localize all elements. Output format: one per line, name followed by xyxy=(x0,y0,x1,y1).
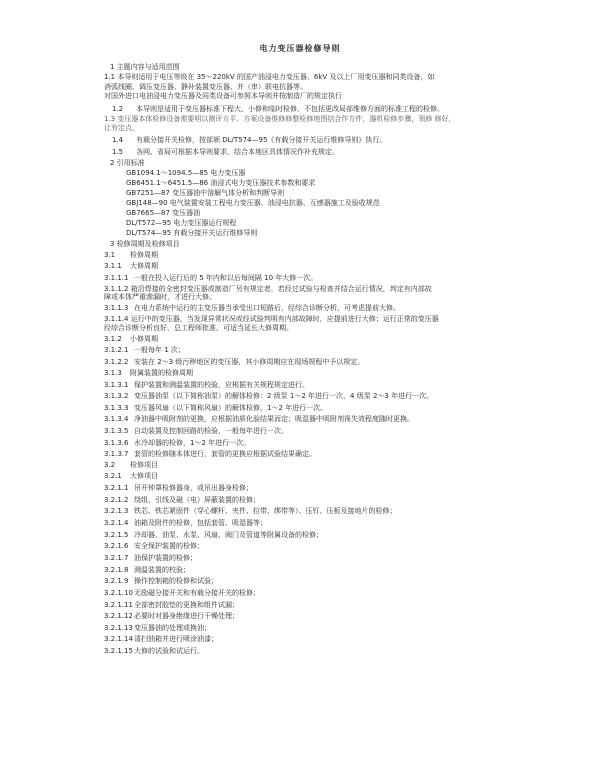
clause-3-1-2 xyxy=(104,335,508,343)
item-text: 套管的检修随本体进行，套管的更换应根据试验结果确定。 xyxy=(134,450,316,459)
item-number: 3.1.3.6 xyxy=(104,438,129,447)
item-3-1-1-2 xyxy=(104,285,508,301)
item-3-1-3-5 xyxy=(104,427,508,435)
item-text: 水冷却器的检修，1～2 年进行一次。 xyxy=(134,438,251,447)
item-number: 3.2.1.6 xyxy=(104,542,129,551)
item-text: 自动装置及控制回路的检验，一般每年进行一次。 xyxy=(134,427,288,436)
clause-text: 附属装置的检修周期 xyxy=(130,368,193,377)
item-text: 一般每年 1 次； xyxy=(134,346,185,355)
section-heading-3: 3 检修周期及检修项目 xyxy=(110,239,180,248)
document-body xyxy=(0,63,600,655)
section-heading-2: 2 引用标准 xyxy=(110,158,145,167)
item-number: 3.1.1.1 xyxy=(104,273,129,282)
clause-number: 1.4 xyxy=(112,136,124,145)
clause-number: 3.1.2 xyxy=(104,334,122,343)
reference-standard: DL/T574—95 有载分接开关运行维修导则 xyxy=(126,228,258,237)
item-text: 保护装置和测温装置的校验，应根据有关规程规定进行。 xyxy=(134,380,309,389)
overhaul-item xyxy=(104,612,508,620)
paragraph-line: 1.1 本导则适用于电压等级在 35～220kV 的国产油浸电力变压器、6kV 及以上厂用变压器和同类设备，如 xyxy=(104,73,435,82)
item-3-1-2-2 xyxy=(104,358,508,366)
overhaul-item xyxy=(104,484,508,492)
clause-1-2 xyxy=(104,105,508,113)
paragraph-1-3 xyxy=(104,115,508,134)
overhaul-item xyxy=(104,542,508,550)
item-text: 净油器中吸附剂的更换，应根据油质化验结果而定；吸湿器中吸附剂视失效程度随时更换。 xyxy=(134,415,414,424)
item-text: 油箱及附件的检修，包括套管、吸湿器等； xyxy=(134,519,267,528)
clause-text: 各网、省局可根据本导则要求，结合本地区具体情况作补充规定。 xyxy=(136,147,339,156)
overhaul-item xyxy=(104,635,508,643)
item-number: 3.2.1.13 xyxy=(104,623,133,632)
clause-3-1 xyxy=(104,251,508,259)
item-number: 3.1.3.7 xyxy=(104,450,129,459)
clause-number: 1.2 xyxy=(112,104,124,113)
overhaul-item xyxy=(104,554,508,562)
item-3-1-2-1 xyxy=(104,346,508,354)
item-number: 3.1.3.1 xyxy=(104,380,129,389)
paragraph-line: 让有定点。 xyxy=(104,124,139,133)
reference-standard: GB7665—87 变压器油 xyxy=(126,208,201,217)
clause-1-4 xyxy=(104,136,508,144)
item-number: 3.1.3.4 xyxy=(104,415,129,424)
item-number: 3.2.1.12 xyxy=(104,612,133,621)
overhaul-item xyxy=(104,519,508,527)
item-3-1-3-2 xyxy=(104,392,508,400)
item-text: 全部密封胶垫的更换和组件试漏； xyxy=(134,600,239,609)
paragraph-line: 障或本体严重渗漏时，才进行大修。 xyxy=(104,292,216,301)
paragraph-line: 3.1.1.2 箱沿焊接的全密封变压器或制造厂另有规定者，若经过试验与检查并结合运行情况，判定有内部故 xyxy=(104,284,432,293)
item-3-1-3-1 xyxy=(104,381,508,389)
item-number: 3.2.1.3 xyxy=(104,507,129,516)
item-number: 3.2.1.15 xyxy=(104,647,133,656)
item-number: 3.2.1.8 xyxy=(104,565,129,574)
item-number: 3.1.1.3 xyxy=(104,304,129,313)
clause-3-1-1 xyxy=(104,262,508,270)
clause-text: 有载分接开关检修，按部颁 DL/T574—95《有载分接开关运行维修导则》执行。 xyxy=(136,136,387,145)
paragraph-1-1 xyxy=(104,73,508,101)
item-text: 绕组、引线及磁（电）屏蔽装置的检修； xyxy=(134,495,260,504)
item-number: 3.2.1.10 xyxy=(104,588,133,597)
item-number: 3.1.2.1 xyxy=(104,346,129,355)
item-text: 清扫油箱并进行喷涂油漆； xyxy=(134,635,218,644)
item-text: 变压器风扇（以下简称风扇）的解体检修，1～2 年进行一次。 xyxy=(134,403,328,412)
item-text: 操作控制箱的检修和试验； xyxy=(134,577,218,586)
paragraph-line: 1.3 变压器本体检修设备需要明以测评方平、方案设备维修修整检修地图结合作方件，器机检修步骤，领修 修好， xyxy=(104,114,456,123)
item-3-1-3-4 xyxy=(104,415,508,423)
item-text: 安全保护装置的检修； xyxy=(134,542,204,551)
reference-standard: GB6451.1～6451.5—86 油浸式电力变压器技术参数和要求 xyxy=(126,178,316,187)
overhaul-item xyxy=(104,507,508,515)
clause-number: 3.2.1 xyxy=(104,472,122,481)
item-text: 一般在投入运行后的 5 年内和以后每间隔 10 年大修一次。 xyxy=(134,273,318,282)
overhaul-item xyxy=(104,589,508,597)
item-number: 3.1.3.3 xyxy=(104,403,129,412)
clause-text: 大修项目 xyxy=(130,472,158,481)
item-text: 在电力系统中运行的主变压器当承受出口短路后，经综合诊断分析，可考虑提前大修。 xyxy=(134,304,400,313)
item-text: 吊开钟罩检修器身，或吊出器身检修； xyxy=(134,484,253,493)
item-3-1-1-1 xyxy=(104,274,508,282)
item-number: 3.1.3.5 xyxy=(104,427,129,436)
clause-number: 3.1.1 xyxy=(104,262,122,271)
overhaul-item xyxy=(104,496,508,504)
overhaul-item xyxy=(104,566,508,574)
item-text: 铁芯、铁芯紧固件（穿心螺杆、夹件、拉带、绑带等）、压钉、压板及接地片的检修； xyxy=(134,507,397,516)
item-number: 3.2.1.9 xyxy=(104,577,129,586)
overhaul-item xyxy=(104,624,508,632)
reference-standard: GB7251—87 变压器油中溶解气体分析和判断导则 xyxy=(126,188,285,197)
reference-standard: DL/T572—95 电力变压器运行规程 xyxy=(126,218,237,227)
item-text: 安装在 2～3 级污秽地区的变压器，其小修周期应在现场规程中予以规定。 xyxy=(134,357,365,366)
clause-text: 大修周期 xyxy=(130,262,158,271)
clause-3-2-1 xyxy=(104,472,508,480)
item-3-1-3-3 xyxy=(104,404,508,412)
item-number: 3.2.1.11 xyxy=(104,600,133,609)
item-number: 3.2.1.7 xyxy=(104,553,129,562)
item-number: 3.1.2.2 xyxy=(104,357,129,366)
item-number: 3.2.1.14 xyxy=(104,635,133,644)
clause-text: 检修项目 xyxy=(130,461,158,470)
item-number: 3.2.1.1 xyxy=(104,484,129,493)
item-number: 3.2.1.4 xyxy=(104,519,129,528)
reference-standard: GBJ148—90 电气装置安装工程电力变压器、油浸电抗器、互感器施工及验收规范 xyxy=(126,198,380,207)
item-3-1-3-6 xyxy=(104,439,508,447)
paragraph-line: 经综合诊断分析良好，总工程师批准，可适当延长大修周期。 xyxy=(104,323,293,332)
item-3-1-1-4 xyxy=(104,315,508,331)
clause-text: 本导则是适用于变压器标准下程大、小修和临时检修，不包括更改局部维修方面的标准工程的检修。 xyxy=(136,104,444,113)
item-text: 变压器油泵（以下简称油泵）的解体检修：2 级泵 1～2 年进行一次，4 级泵 2～3 年进行一次。 xyxy=(134,392,434,401)
item-number: 3.2.1.2 xyxy=(104,495,129,504)
document-title: 电力变压器检修导则 xyxy=(259,44,341,53)
item-text: 变压器油的处理或换油； xyxy=(134,623,211,632)
clause-text: 检修周期 xyxy=(130,250,158,259)
item-text: 无励磁分接开关和有载分接开关的检修； xyxy=(134,588,260,597)
clause-text: 小修周期 xyxy=(130,334,158,343)
reference-standard: GB1094.1～1094.5—85 电力变压器 xyxy=(126,168,246,177)
item-3-1-1-3 xyxy=(104,304,508,312)
overhaul-item xyxy=(104,601,508,609)
item-text: 冷却器、油泵、水泵、风扇、阀门及管道等附属设备的检修； xyxy=(134,530,323,539)
overhaul-item xyxy=(104,647,508,655)
overhaul-item xyxy=(104,577,508,585)
clause-number: 3.2 xyxy=(104,461,116,470)
clause-1-5 xyxy=(104,148,508,156)
item-3-1-3-7 xyxy=(104,450,508,458)
item-text: 大修的试验和试运行。 xyxy=(134,647,204,656)
overhaul-item xyxy=(104,531,508,539)
item-text: 测温装置的校验； xyxy=(134,565,190,574)
item-number: 3.2.1.5 xyxy=(104,530,129,539)
item-text: 必要时对器身绝缘进行干燥处理； xyxy=(134,612,239,621)
item-number: 3.1.3.2 xyxy=(104,392,129,401)
paragraph-line: 3.1.1.4 运行中的变压器，当发现异常状况或经试验判明有内部故障时，应提前进行大修；运行正常的变压器 xyxy=(104,315,439,324)
clause-number: 3.1.3 xyxy=(104,368,122,377)
clause-3-2 xyxy=(104,461,508,469)
paragraph-line: 消弧线圈、调压变压器、静补装置变压器、并（串）联电抗器等。 xyxy=(104,82,307,91)
clause-number: 3.1 xyxy=(104,250,116,259)
clause-number: 1.5 xyxy=(112,147,124,156)
paragraph-line: 对国外进口电油浸电力变压器及同类设备可参照本导则并按制造厂的规定执行 xyxy=(104,92,342,101)
item-text: 油保护装置的检修； xyxy=(134,553,197,562)
section-heading-1: 1 主题内容与适用范围 xyxy=(110,63,180,72)
clause-3-1-3 xyxy=(104,369,508,377)
